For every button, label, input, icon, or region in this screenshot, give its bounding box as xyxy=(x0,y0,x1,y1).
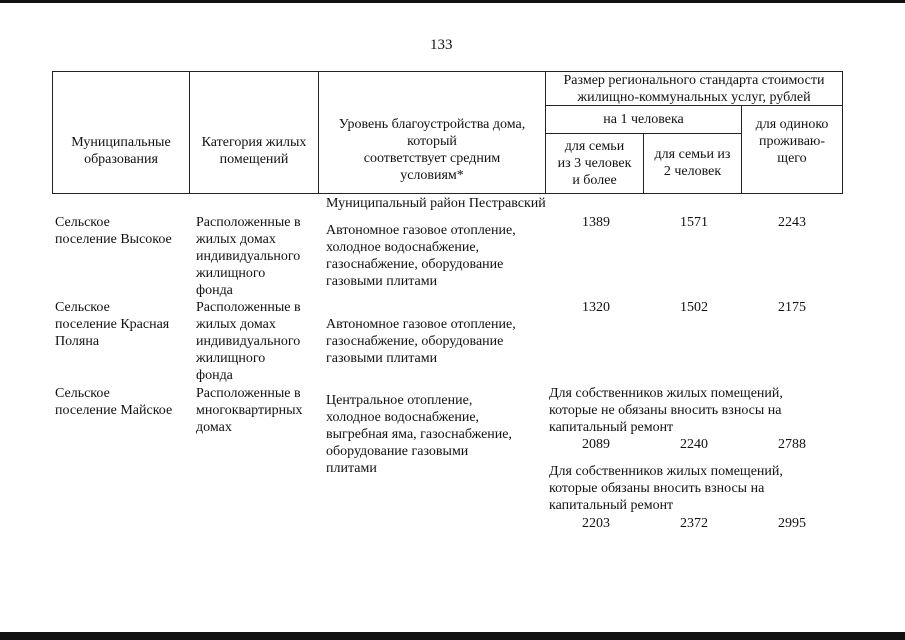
header-size-title: Размер регионального стандарта стоимости жилищно-коммунальных услуг, рублей xyxy=(563,73,825,105)
row2-category: Расположенные в жилых домах индивидуального жилищного фонда xyxy=(196,300,301,383)
row3-note1-single-value: 2788 xyxy=(778,437,806,452)
row3-category: Расположенные в многоквартирных домах xyxy=(196,386,303,435)
page-number: 133 xyxy=(430,37,453,53)
row1-municipality: Сельское поселение Высокое xyxy=(55,215,172,247)
bottom-border xyxy=(0,632,905,640)
row2-family2-value: 1502 xyxy=(680,300,708,315)
row2-level: Автономное газовое отопление, газоснабжение, оборудование газовыми плитами xyxy=(326,317,516,366)
header-family-3: для семьи из 3 человек и более xyxy=(557,139,632,188)
header-municipality: Муниципальные образования xyxy=(71,135,171,167)
header-category: Категория жилых помещений xyxy=(201,135,307,167)
district-title: Муниципальный район Пестравский xyxy=(326,196,546,211)
row3-municipality: Сельское поселение Майское xyxy=(55,386,173,418)
row3-note-no-obligation: Для собственников жилых помещений, которые не обязаны вносить взносы на капитальный ремонт xyxy=(549,386,783,435)
header-single: для одиноко проживаю- щего xyxy=(755,117,829,166)
row3-level: Центральное отопление, холодное водоснабжение, выгребная яма, газоснабжение, оборудование газовыми плитами xyxy=(326,393,513,476)
row1-single-value: 2243 xyxy=(778,215,806,230)
header-bottom-rule xyxy=(52,193,843,194)
row2-family3-value: 1320 xyxy=(582,300,610,315)
row3-note2-family2-value: 2372 xyxy=(680,516,708,531)
header-level: Уровень благоустройства дома, который соответствует средним условиям* xyxy=(338,117,526,183)
header-family-2: для семьи из 2 человек xyxy=(654,147,731,179)
col-line-0 xyxy=(52,71,53,194)
row3-note1-family3-value: 2089 xyxy=(582,437,610,452)
row1-category: Расположенные в жилых домах индивидуального жилищного фонда xyxy=(196,215,301,298)
col-line-1 xyxy=(189,71,190,194)
top-border xyxy=(0,0,905,3)
row2-single-value: 2175 xyxy=(778,300,806,315)
row3-note2-single-value: 2995 xyxy=(778,516,806,531)
row1-family2-value: 1571 xyxy=(680,215,708,230)
col-line-6 xyxy=(842,71,843,194)
row1-level: Автономное газовое отопление, холодное водоснабжение, газоснабжение, оборудование газовыми плитами xyxy=(326,223,516,289)
row3-note2-family3-value: 2203 xyxy=(582,516,610,531)
header-per-person: на 1 человека xyxy=(603,112,684,127)
row3-note1-family2-value: 2240 xyxy=(680,437,708,452)
row1-family3-value: 1389 xyxy=(582,215,610,230)
row3-note-obligation: Для собственников жилых помещений, которые обязаны вносить взносы на капитальный ремонт xyxy=(549,464,783,513)
row2-municipality: Сельское поселение Красная Поляна xyxy=(55,300,170,349)
